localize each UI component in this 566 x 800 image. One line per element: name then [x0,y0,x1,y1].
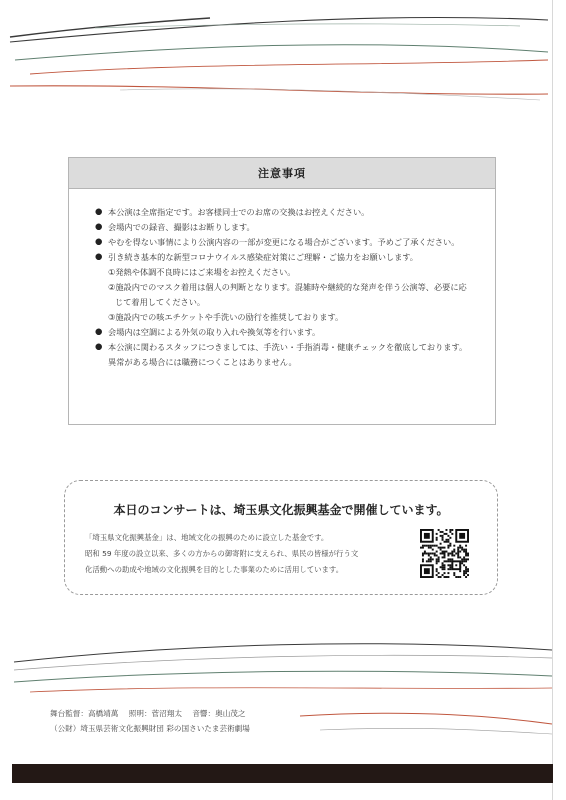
notice-item: ● 引き続き基本的な新型コロナウイルス感染症対策にご理解・ご協力をお願いします。 [97,250,473,265]
notice-item: ● 会場内は空調による外気の取り入れや換気等を行います。 [97,325,473,340]
decorative-lines-top [0,0,566,110]
credits-organizer-line: （公財）埼玉県芸術文化振興財団 彩の国さいたま芸術劇場 [50,724,250,733]
qr-code-icon[interactable] [420,529,469,578]
notice-title: 注意事項 [69,158,495,189]
notice-subitem: ②施設内でのマスク着用は個人の判断となります。混雑時や継続的な発声を伴う公演等、必要に応じて着用してください。 [108,282,467,307]
credits [50,706,530,736]
fund-text-line: 昭和 59 年度の設立以来、多くの方からの御寄附に支えられ、県民の皆様が行う文 [85,549,359,558]
notice-subitem: ③施設内での咳エチケットや手洗いの励行を推奨しております。 [108,312,344,322]
fund-text-line: 「埼玉県文化振興基金」は、地域文化の振興のために設立した基金です。 [85,533,329,542]
bottom-bar [12,764,553,783]
fund-description [85,530,425,578]
sound-label: 音響： [192,709,216,718]
lighting-label: 照明： [128,709,152,718]
notice-item: ● 本公演は全席指定です。お客様同士でのお席の交換はお控えください。 [97,205,473,220]
fund-title: 本日のコンサートは、埼玉県文化振興基金で開催しています。 [113,503,449,517]
notice-list [69,189,495,370]
stage-manager-name: 高橋靖萬 [87,709,119,718]
sound-name: 奥山茂之 [215,709,246,718]
notice-item: ● やむを得ない事情により公演内容の一部が変更になる場合がございます。予めご了承ください。 [97,235,473,250]
notice-subitem: ①発熱や体調不良時にはご来場をお控えください。 [108,267,296,277]
fund-box [64,480,498,595]
right-margin-rule [552,0,553,800]
lighting-name: 菅沼翔太 [151,709,182,718]
credits-staff-line [50,706,530,721]
notice-item: ● 会場内での録音、撮影はお断りします。 [97,220,473,235]
notice-box [68,157,496,425]
notice-item: ● 本公演に関わるスタッフにつきましては、手洗い・手指消毒・健康チェックを徹底しております。異常がある場合には職務につくことはありません。 [97,340,473,370]
fund-text-line: 化活動への助成や地域の文化振興を目的とした事業のために活用しています。 [85,565,344,574]
stage-manager-label: 舞台監督： [50,709,88,718]
